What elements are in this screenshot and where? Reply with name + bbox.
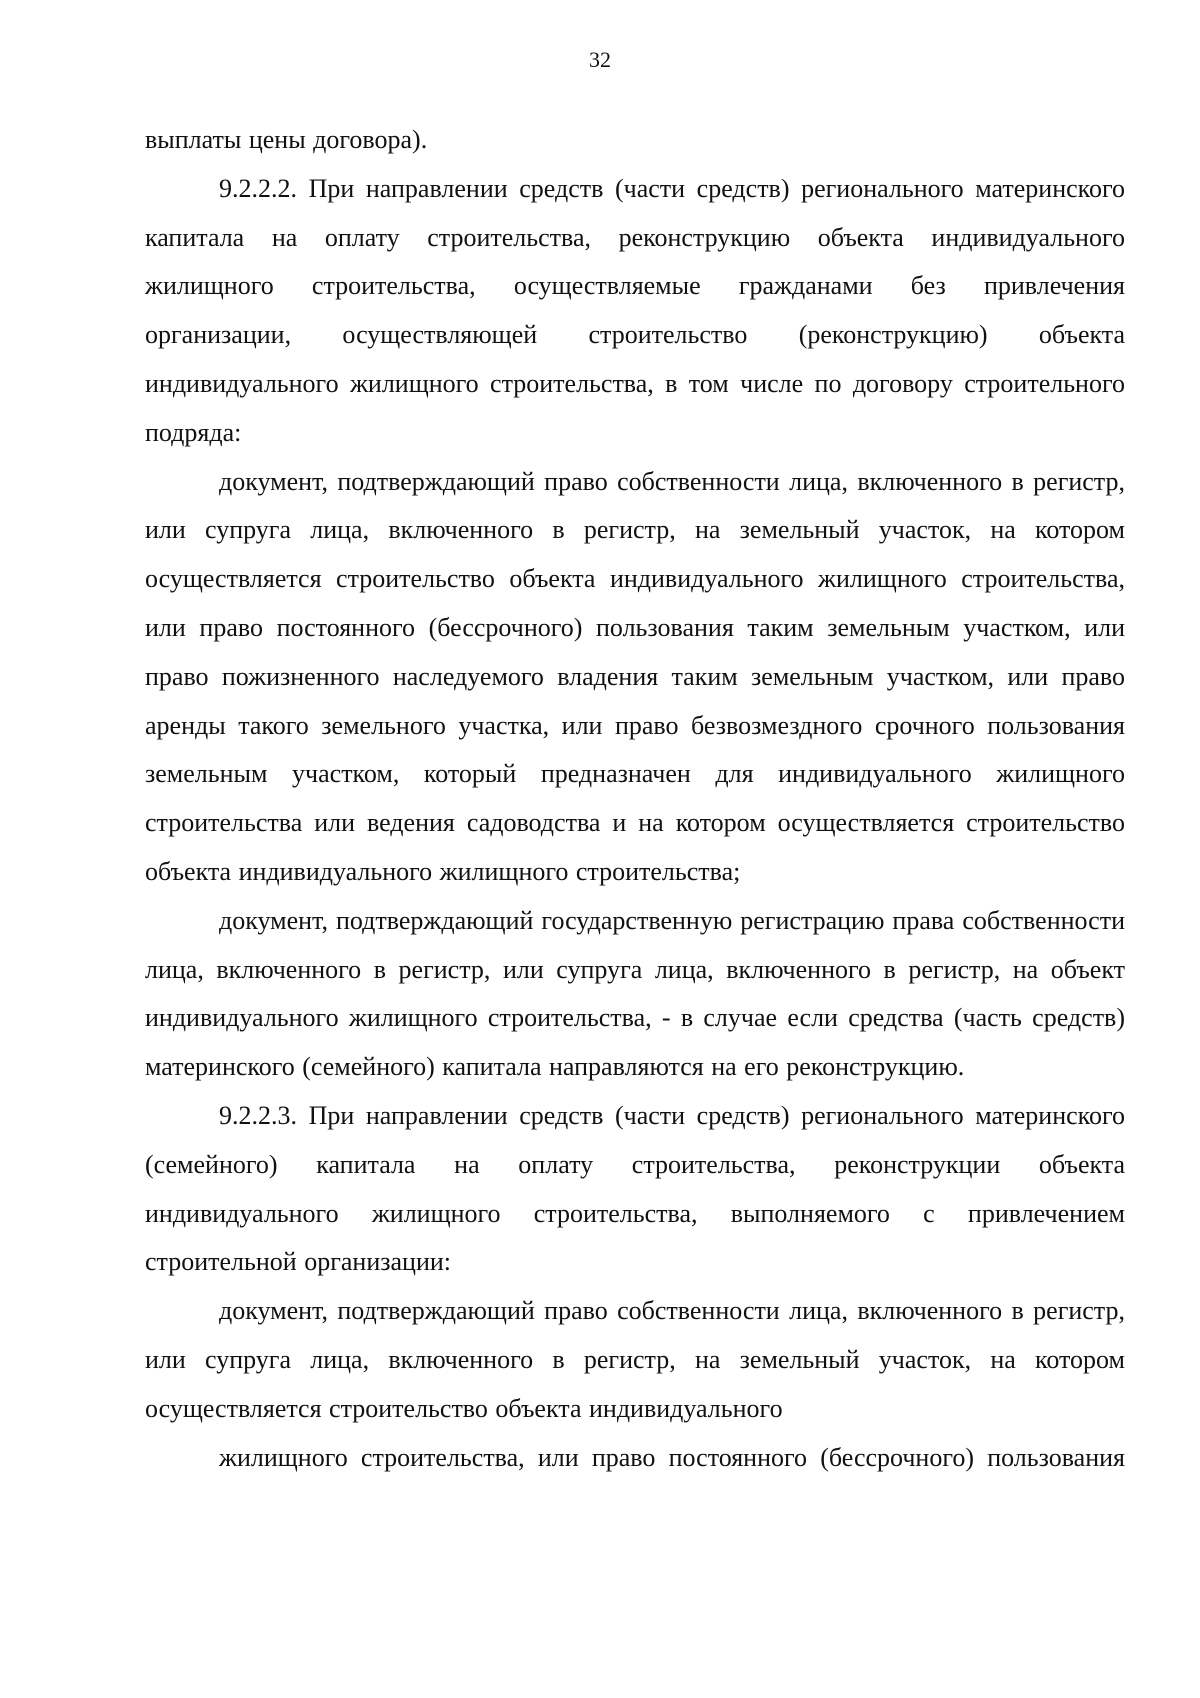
page-number: 32: [589, 47, 611, 72]
paragraph-land-ownership-document-2: [145, 1287, 1125, 1482]
paragraph-9-2-2-2: 9.2.2.2. При направлении средств (части средств) регионального материнского капитала на оплату строительства, реконструкцию объекта индивидуального жилищного строительства, осуществляемые гражданами без привлечения организации, осуществляющей строительство (реконструкцию) объекта индивидуального жилищного строительства, в том числе по договору строительного подряда:: [145, 173, 1125, 447]
paragraph-last-line: жилищного строительства, или право постоянного (бессрочного) пользования: [219, 1442, 1125, 1472]
paragraph-state-registration-document: документ, подтверждающий государственную регистрацию права собственности лица, включенного в регистр, или супруга лица, включенного в регистр, на объект индивидуального жилищного строительства, - в случае если средства (часть средств) материнского (семейного) капитала направляются на его реконструкцию.: [145, 905, 1125, 1082]
document-body: [145, 116, 1125, 1482]
paragraph-text: документ, подтверждающий право собственности лица, включенного в регистр, или супруга лица, включенного в регистр, на земельный участок, на котором осуществляется строительство объекта индивидуального: [145, 1296, 1125, 1423]
paragraph-9-2-2-3: 9.2.2.3. При направлении средств (части средств) регионального материнского (семейного) капитала на оплату строительства, реконструкции объекта индивидуального жилищного строительства, выполняемого с привлечением строительной организации:: [145, 1100, 1125, 1277]
paragraph-continuation: выплаты цены договора).: [145, 125, 428, 154]
paragraph-land-ownership-document: документ, подтверждающий право собственности лица, включенного в регистр, или супруга лица, включенного в регистр, на земельный участок, на котором осуществляется строительство объекта индивидуального жилищного строительства, или право постоянного (бессрочного) пользования таким земельным участком, или право пожизненного наследуемого владения таким земельным участком, или право аренды такого земельного участка, или право безвозмездного срочного пользования земельным участком, который предназначен для индивидуального жилищного строительства или ведения садоводства и на котором осуществляется строительство объекта индивидуального жилищного строительства;: [145, 466, 1125, 886]
